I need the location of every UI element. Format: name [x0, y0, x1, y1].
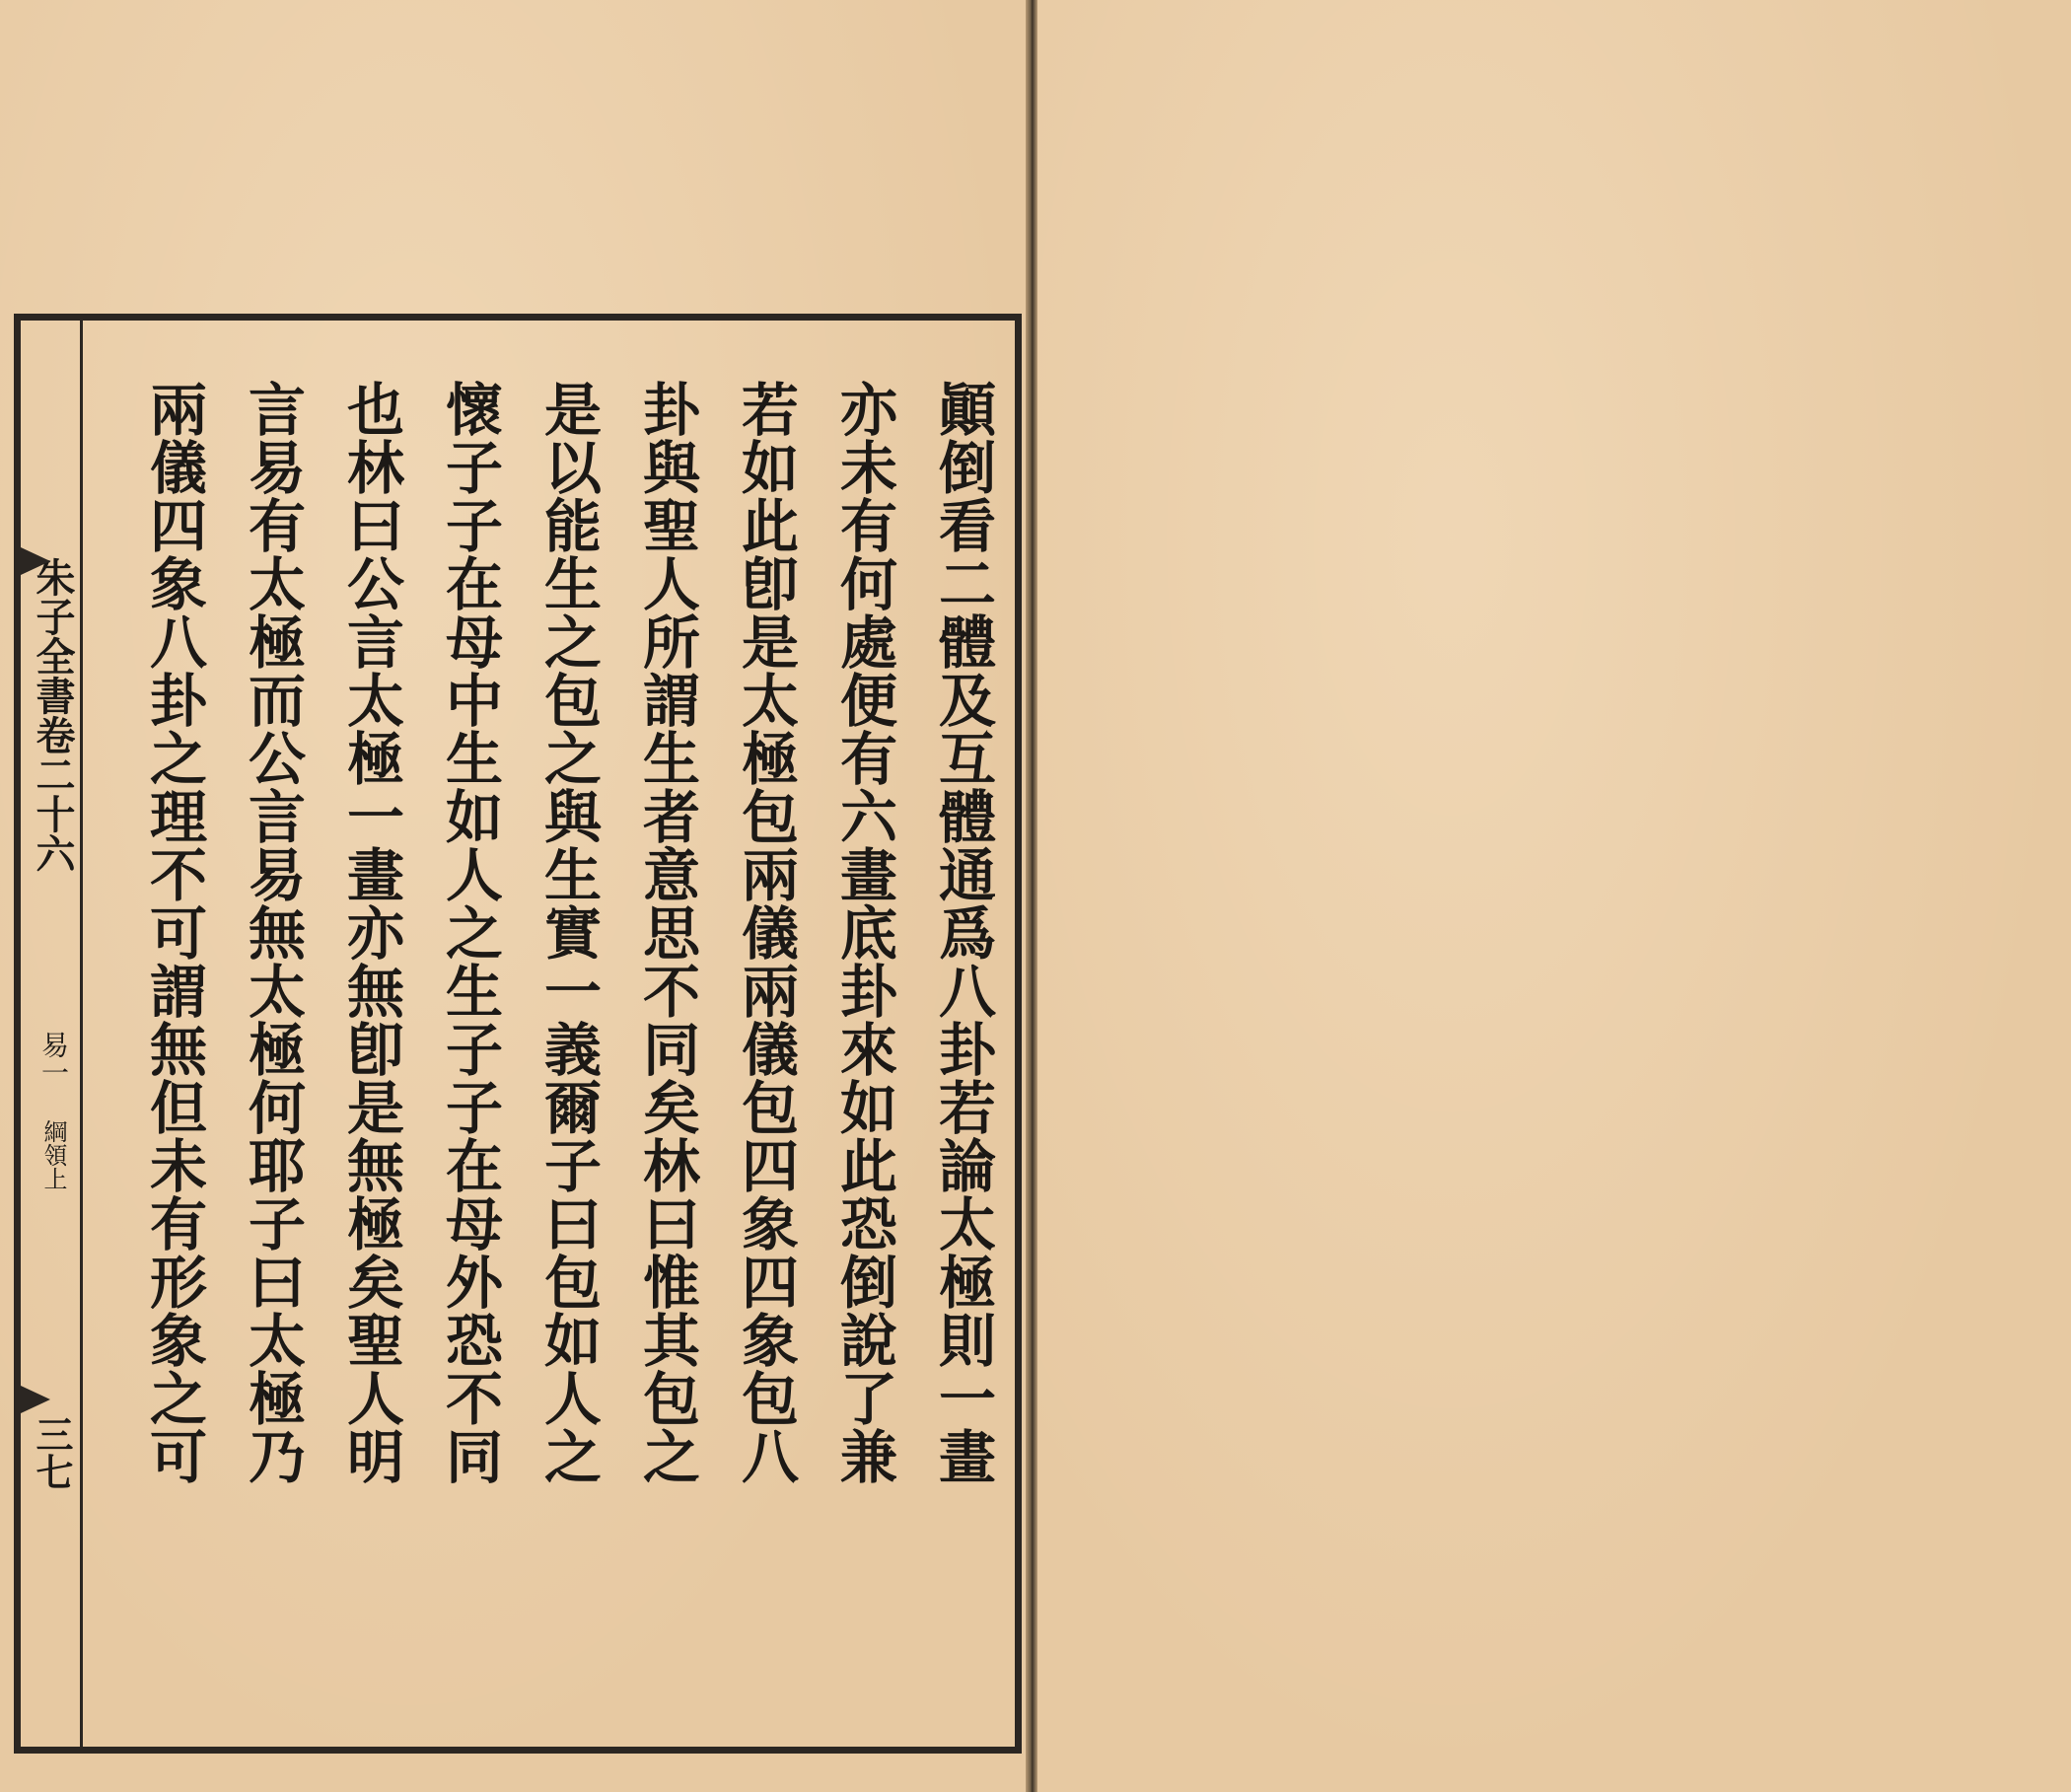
left-fishtail-bottom: [21, 1386, 50, 1413]
left-page-border: [14, 314, 1022, 1754]
left-spine-chapter: 易一: [37, 1031, 70, 1086]
left-text-column-5: 是以能生之包之與生實一義爾子曰包如人之: [535, 380, 602, 1485]
left-spine-title: 朱子全書卷二十六: [30, 557, 76, 873]
left-text-column-3: 若如此卽是太極包兩儀兩儀包四象四象包八: [732, 380, 799, 1485]
left-spine-page-number: 三七: [30, 1415, 74, 1490]
left-fishtail-top: [21, 547, 50, 575]
left-text-column-1: 顚倒看二體及互體通爲八卦若論太極則一畫: [929, 380, 996, 1485]
left-text-column-4: 卦與聖人所謂生者意思不同矣林曰惟其包之: [633, 380, 700, 1485]
book-gutter: [1026, 0, 1037, 1792]
left-spine-section: 綱領上: [39, 1119, 67, 1190]
right-page: [1037, 0, 2071, 1792]
left-page: [0, 0, 1026, 1792]
left-text-column-9: 兩儀四象八卦之理不可謂無但未有形象之可: [140, 380, 207, 1485]
left-text-column-2: 亦未有何處便有六畫底卦來如此恐倒說了兼: [830, 380, 897, 1485]
left-text-column-7: 也林曰公言太極一畫亦無卽是無極矣聖人明: [337, 380, 404, 1485]
left-text-column-6: 懷子子在母中生如人之生子子在母外恐不同: [436, 380, 503, 1485]
left-text-column-8: 言易有太極而公言易無太極何耶子曰太極乃: [239, 380, 306, 1485]
left-inner-rule: [80, 321, 83, 1747]
